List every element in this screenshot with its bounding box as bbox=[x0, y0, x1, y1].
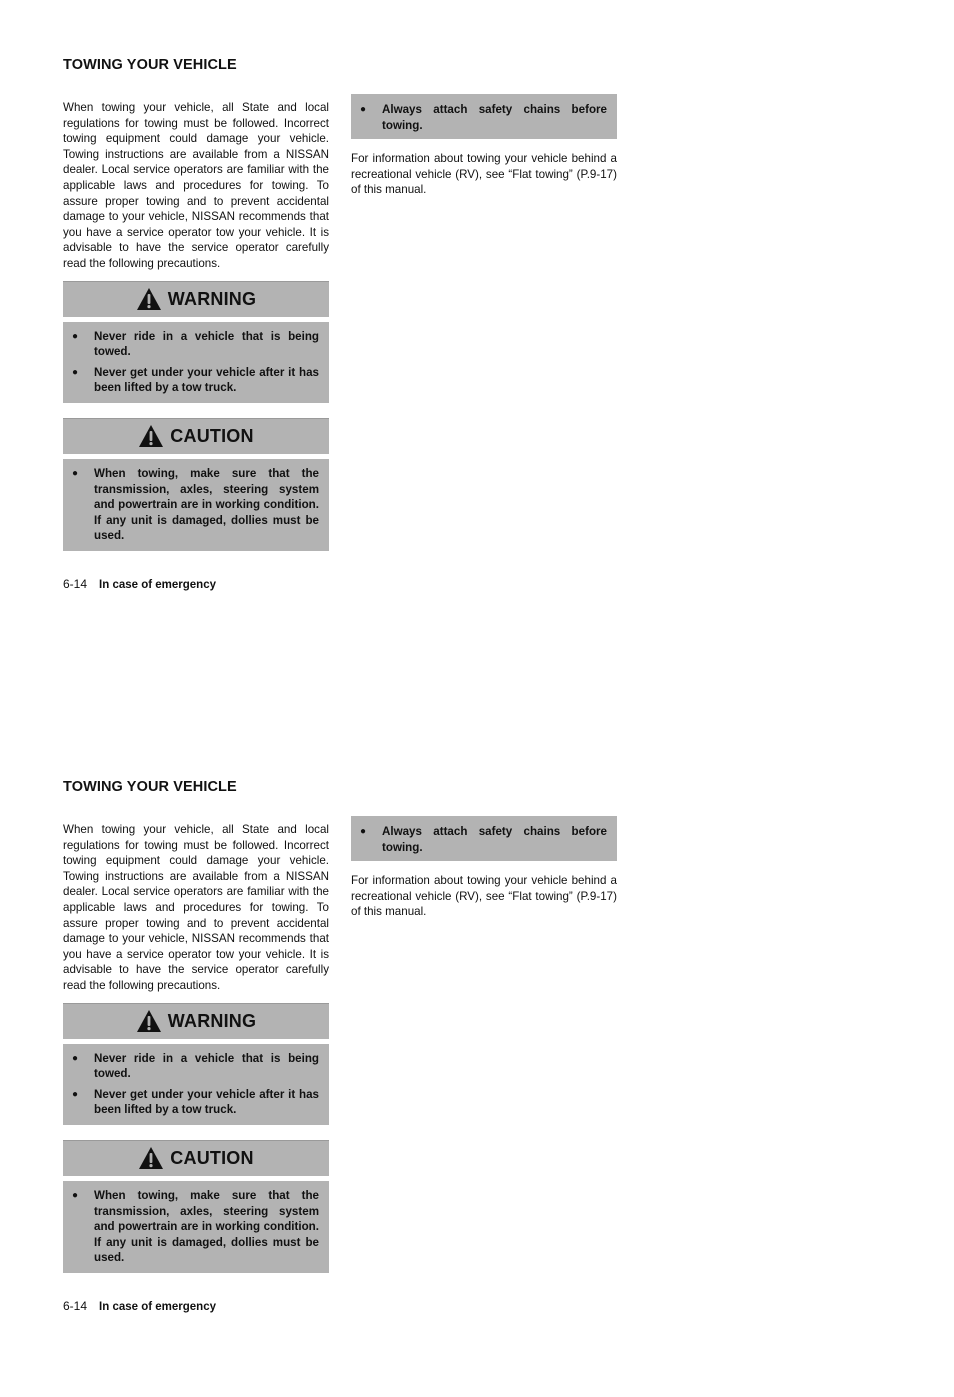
left-column bbox=[63, 822, 329, 1273]
page-number: 6-14 bbox=[63, 577, 88, 591]
safety-chain-note bbox=[351, 816, 617, 861]
bullet-icon: ● bbox=[72, 366, 79, 378]
page-number: 6-14 bbox=[63, 1299, 88, 1313]
caution-title: CAUTION bbox=[170, 425, 254, 446]
right-column bbox=[351, 94, 617, 198]
manual-page-2 bbox=[0, 722, 954, 1397]
warning-block bbox=[63, 281, 329, 403]
list-item bbox=[72, 365, 319, 396]
intro-paragraph: When towing your vehicle, all State and local regulations for towing must be followed. Incorrect towing equipment could damage your vehicle. Towing instructions are available from a NISSAN dealer. Local service operators are familiar with the applicable laws and procedures for towing. To assure proper towing and to prevent accidental damage to your vehicle, NISSAN recommends that you have a service operator tow your vehicle. It is advisable to have the service operator carefully read the following precautions. bbox=[63, 101, 329, 270]
warning-header bbox=[63, 281, 329, 317]
warning-body bbox=[63, 322, 329, 403]
caution-block bbox=[63, 418, 329, 551]
warning-triangle-icon bbox=[136, 1009, 162, 1033]
rv-info-paragraph: For information about towing your vehicle behind a recreational vehicle (RV), see “Flat towing” (P.9-17) of this manual. bbox=[351, 152, 617, 197]
bullet-icon: ● bbox=[360, 104, 367, 115]
caution-header bbox=[63, 418, 329, 454]
list-item bbox=[72, 1188, 319, 1266]
warning-item-text: Never ride in a vehicle that is being towed. bbox=[94, 1051, 319, 1081]
intro-paragraph: When towing your vehicle, all State and local regulations for towing must be followed. Incorrect towing equipment could damage your vehicle. Towing instructions are available from a NISSAN dealer. Local service operators are familiar with the applicable laws and procedures for towing. To assure proper towing and to prevent accidental damage to your vehicle, NISSAN recommends that you have a service operator tow your vehicle. It is advisable to have the service operator carefully read the following precautions. bbox=[63, 823, 329, 992]
warning-item-text: Never ride in a vehicle that is being towed. bbox=[94, 329, 319, 359]
list-item bbox=[360, 102, 607, 133]
bullet-icon: ● bbox=[360, 826, 367, 837]
warning-title: WARNING bbox=[167, 288, 257, 309]
manual-page-1 bbox=[0, 0, 954, 675]
caution-title: CAUTION bbox=[170, 1147, 254, 1168]
list-item bbox=[72, 1087, 319, 1118]
section-name: In case of emergency bbox=[99, 1301, 217, 1313]
warning-body bbox=[63, 1044, 329, 1125]
warning-item-text: Never get under your vehicle after it has been lifted by a tow truck. bbox=[94, 1087, 319, 1117]
section-name: In case of emergency bbox=[99, 579, 217, 591]
section-heading: TOWING YOUR VEHICLE bbox=[63, 57, 237, 73]
section-heading: TOWING YOUR VEHICLE bbox=[63, 779, 237, 795]
bullet-icon: ● bbox=[72, 1189, 79, 1201]
note-item-text: Always attach safety chains before towing. bbox=[382, 103, 607, 132]
safety-chain-note bbox=[351, 94, 617, 139]
caution-header bbox=[63, 1140, 329, 1176]
bullet-icon: ● bbox=[72, 1088, 79, 1100]
caution-item-text: When towing, make sure that the transmission, axles, steering system and powertrain are in working condition. If any unit is damaged, dollies must be used. bbox=[94, 466, 319, 543]
caution-body bbox=[63, 1181, 329, 1273]
bullet-icon: ● bbox=[72, 330, 79, 342]
list-item bbox=[72, 329, 319, 360]
left-column bbox=[63, 100, 329, 551]
warning-item-text: Never get under your vehicle after it has been lifted by a tow truck. bbox=[94, 365, 319, 395]
caution-item-text: When towing, make sure that the transmission, axles, steering system and powertrain are in working condition. If any unit is damaged, dollies must be used. bbox=[94, 1188, 319, 1265]
bullet-icon: ● bbox=[72, 467, 79, 479]
warning-triangle-icon bbox=[138, 424, 164, 448]
right-column bbox=[351, 816, 617, 920]
warning-header bbox=[63, 1003, 329, 1039]
page-footer bbox=[63, 1299, 216, 1313]
note-item-text: Always attach safety chains before towing. bbox=[382, 825, 607, 854]
list-item bbox=[360, 824, 607, 855]
list-item bbox=[72, 466, 319, 544]
list-item bbox=[72, 1051, 319, 1082]
bullet-icon: ● bbox=[72, 1052, 79, 1064]
warning-triangle-icon bbox=[136, 287, 162, 311]
warning-title: WARNING bbox=[167, 1010, 257, 1031]
caution-block bbox=[63, 1140, 329, 1273]
page-footer bbox=[63, 577, 216, 591]
warning-triangle-icon bbox=[138, 1146, 164, 1170]
caution-body bbox=[63, 459, 329, 551]
rv-info-paragraph: For information about towing your vehicle behind a recreational vehicle (RV), see “Flat towing” (P.9-17) of this manual. bbox=[351, 874, 617, 919]
warning-block bbox=[63, 1003, 329, 1125]
